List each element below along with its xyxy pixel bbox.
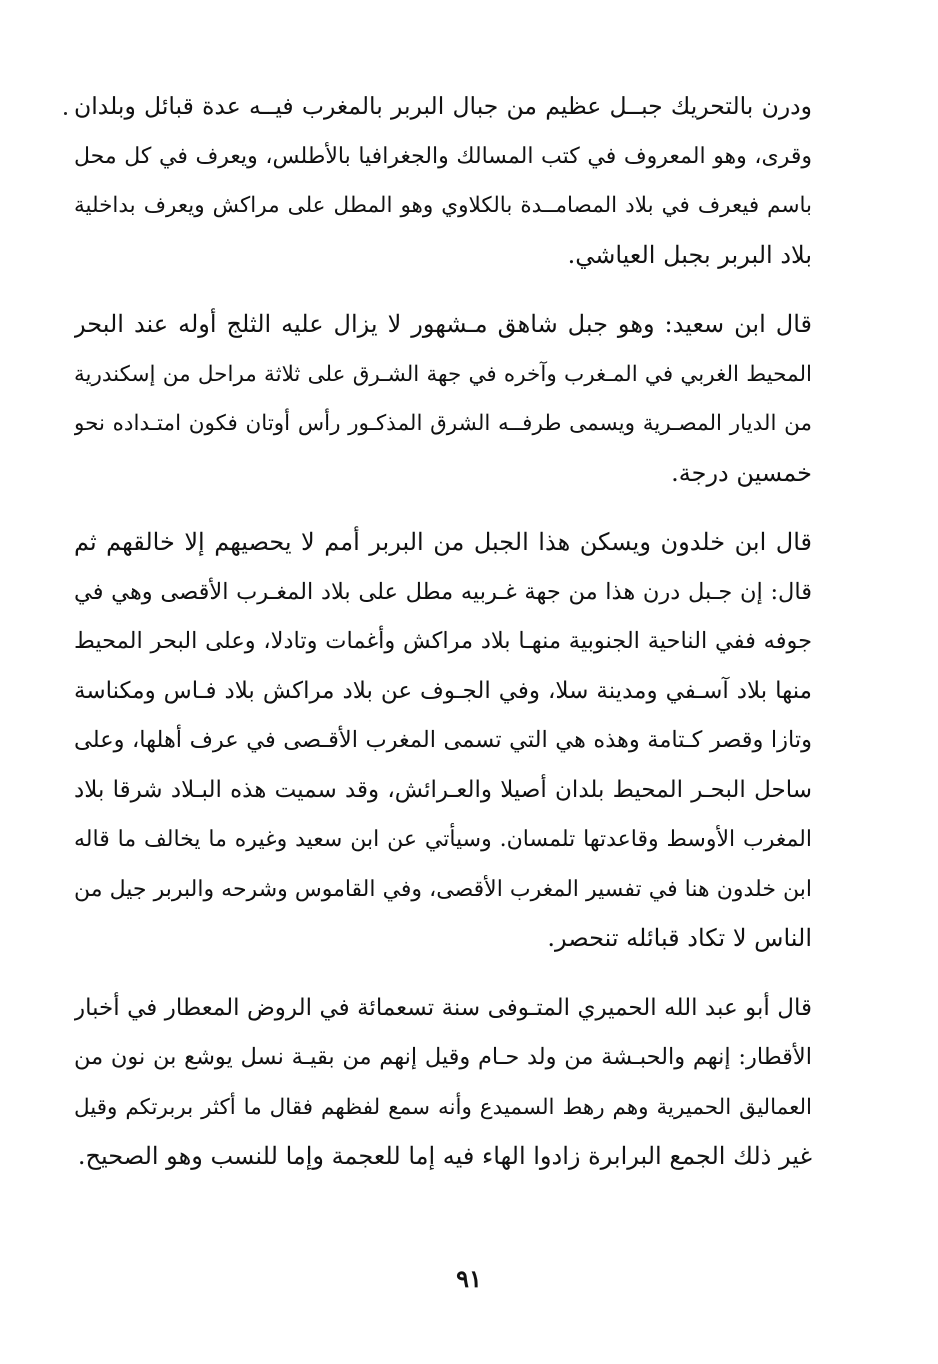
page-number: ٩١ (456, 1264, 482, 1293)
text-line: الأقطار: إنهم والحبـشة من ولد حـام وقيل إنهم من بقيـة نسل يوشع بن نون من (74, 1044, 812, 1070)
text-line: خمسين درجة. (671, 458, 812, 487)
text-line: المغرب الأوسط وقاعدتها تلمسان. وسيأتي عن ابن سعيد وغيره ما يخالف ما قاله (74, 827, 812, 852)
text-line: باسم فيعرف في بلاد المصامــدة بالكلاوي وهو المطل على مراكش ويعرف بداخلية (74, 193, 812, 218)
text-line: الناس لا تكاد قبائله تنحصر. (547, 924, 812, 952)
text-line: بلاد البربر بجبل العياشي. (567, 240, 812, 269)
text-line: جوفه ففي الناحية الجنوبية منهـا بلاد مراكش وأغمات وتادلا، وعلى البحر المحيط (74, 628, 812, 654)
text-line: وقرى، وهو المعروف في كتب المسالك والجغرافيا بالأطلس، ويعرف في كل محل (74, 143, 812, 169)
text-line: وتازا وقصر كـتامة وهذه هي التي تسمى المغرب الأقـصى في عرف أهلها، وعلى (74, 727, 812, 753)
paragraph-ibn-said (74, 300, 812, 498)
text-line: قال ابن خلدون ويسكن هذا الجبل من البربر أمم لا يحصيهم إلا خالقهم ثم (74, 528, 812, 556)
text-line: ودرن بالتحريك جبــل عظيم من جبال البربر بالمغرب فيــه عدة قبائل وبلدان (74, 92, 812, 120)
text-line: غير ذلك الجمع البرابرة زادوا الهاء فيه إما للعجمة وإما للنسب وهو الصحيح. (77, 1142, 812, 1170)
paragraph-daran (74, 82, 812, 280)
text-line: قال أبو عبد الله الحميري المتـوفى سنة تسعمائة في الروض المعطار في أخبار (74, 994, 812, 1021)
scan-speck (64, 112, 67, 115)
paragraph-gap (74, 280, 812, 300)
text-line: قال ابن سعيد: وهو جبل شاهق مـشهور لا يزال عليه الثلج أوله عند البحر (74, 310, 812, 338)
text-line: المحيط الغربي في المـغرب وآخره في جهة الشـرق على ثلاثة مراحل من إسكندرية (74, 361, 812, 387)
text-line: قال: إن جـبل درن هذا من جهة غـربيه مطل على بلاد المغـرب الأقصى وهي في (74, 578, 812, 605)
paragraph-gap (74, 964, 812, 984)
paragraph-himyari (74, 984, 812, 1182)
text-line: منها بلاد آسـفي ومدينة سلا، وفي الجـوف عن بلاد مراكش بلاد فـاس ومكناسة (74, 677, 812, 704)
text-line: ابن خلدون هنا في تفسير المغرب الأقصى، وفي القاموس وشرحه والبربر جيل من (74, 876, 812, 902)
text-line: العماليق الحميرية وهم رهط السميدع وأنه سمع لفظهم فقال ما أكثر بربرتكم وقيل (74, 1094, 812, 1120)
paragraph-ibn-khaldun (74, 518, 812, 964)
body-text (74, 82, 812, 1182)
text-line: من الديار المصـرية ويسمى طرفــه الشرق المذكـور رأس أوتان فكون امتـداده نحو (74, 411, 812, 436)
paragraph-gap (74, 498, 812, 518)
text-line: ساحل البحـر المحيط بلدان أصيلا والعـرائش، وقد سميت هذه البـلاد شرقا بلاد (74, 776, 812, 803)
